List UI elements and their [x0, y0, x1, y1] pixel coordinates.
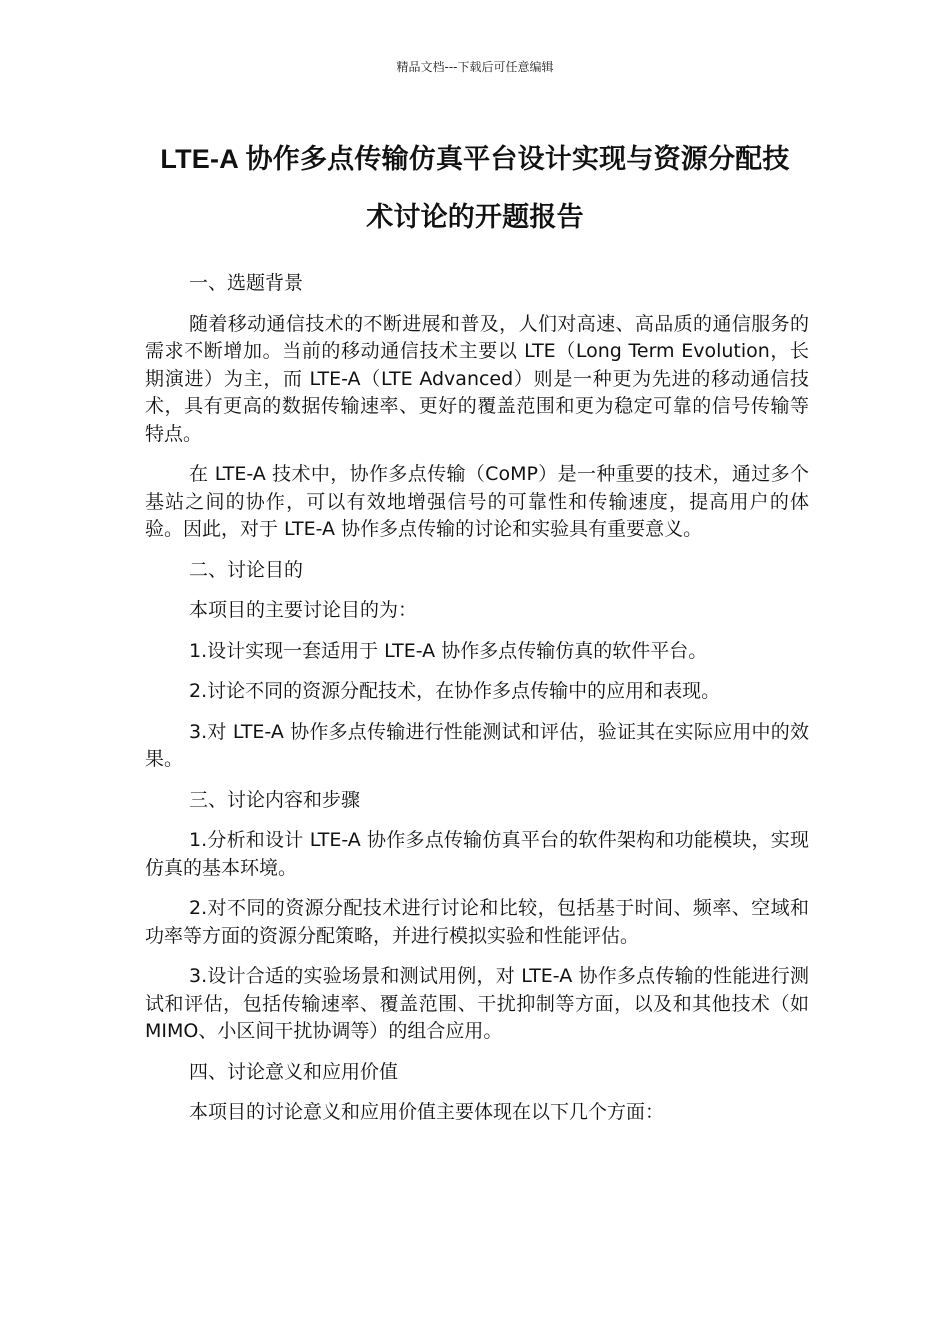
list-item-step-1: 1.分析和设计 LTE-A 协作多点传输仿真平台的软件架构和功能模块，实现仿真的基本环境。: [145, 829, 809, 879]
document-title: [120, 130, 830, 246]
page-header-note: 精品文档---下载后可任意编辑: [396, 60, 554, 74]
paragraph-purpose-intro: 本项目的主要讨论目的为：: [189, 599, 418, 621]
list-item-purpose-3: 3.对 LTE-A 协作多点传输进行性能测试和评估，验证其在实际应用中的效果。: [145, 720, 809, 770]
list-item-purpose-1: 1.设计实现一套适用于 LTE-A 协作多点传输仿真的软件平台。: [189, 639, 708, 662]
paragraph-background-2: 在 LTE-A 技术中，协作多点传输（CoMP）是一种重要的技术，通过多个基站之间的协作，可以有效地增强信号的可靠性和传输速度，提高用户的体验。因此，对于 LTE-A 协作多点传输的讨论和实验具有重要意义。: [145, 463, 809, 540]
list-item-step-3: 3.设计合适的实验场景和测试用例，对 LTE-A 协作多点传输的性能进行测试和评估，包括传输速率、覆盖范围、干扰抑制等方面，以及和其他技术（如 MIMO、小区间干扰协调等）的组合应用。: [145, 965, 809, 1042]
section-heading-purpose: 二、讨论目的: [189, 558, 304, 581]
title-line-2: 术讨论的开题报告: [366, 202, 584, 232]
section-heading-significance: 四、讨论意义和应用价值: [189, 1060, 399, 1083]
section-heading-background: 一、选题背景: [189, 272, 304, 294]
document-body: [145, 270, 809, 1140]
list-item-step-2: 2.对不同的资源分配技术进行讨论和比较，包括基于时间、频率、空域和功率等方面的资源分配策略，并进行模拟实验和性能评估。: [145, 897, 809, 947]
paragraph-background-1: 随着移动通信技术的不断进展和普及，人们对高速、高品质的通信服务的需求不断增加。当前的移动通信技术主要以 LTE（Long Term Evolution，长期演进）为主，而 LTE-A（LTE Advanced）则是一种更为先进的移动通信技术，具有更高的数据传输速率、更好的覆盖范围和更为稳定可靠的信号传输等特点。: [145, 312, 809, 445]
paragraph-significance-intro: 本项目的讨论意义和应用价值主要体现在以下几个方面：: [189, 1101, 665, 1123]
title-line-1: LTE-A 协作多点传输仿真平台设计实现与资源分配技: [160, 144, 790, 174]
section-heading-content-steps: 三、讨论内容和步骤: [189, 788, 361, 811]
list-item-purpose-2: 2.讨论不同的资源分配技术，在协作多点传输中的应用和表现。: [189, 680, 721, 702]
